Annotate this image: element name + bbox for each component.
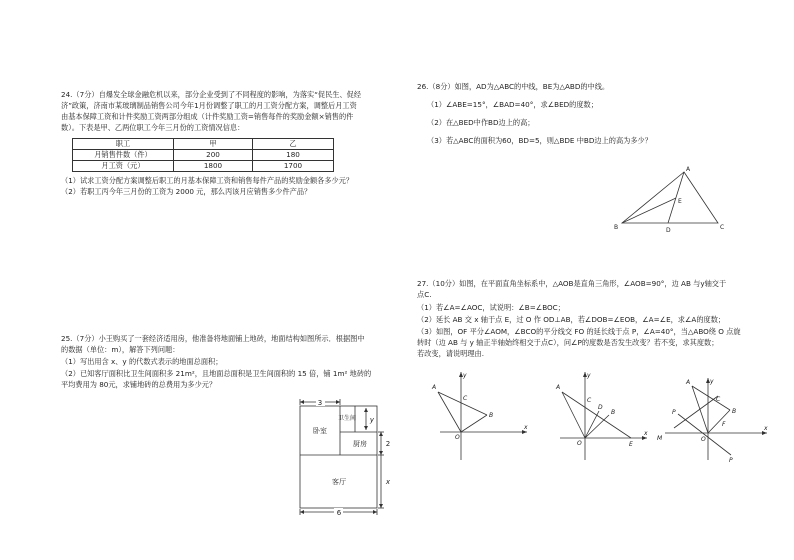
table-cell: 180 [253,150,334,161]
figure-3 [665,378,767,460]
q27-line-7: 若改变，请说明理由. [417,349,484,358]
dim-x-label: x [385,478,391,486]
fig2-A: A [556,384,561,391]
fig3-x: x [764,425,768,432]
point-C: C [720,224,725,231]
fig2-B: B [611,409,616,416]
q24-line-4: 数）。下表是甲、乙两位职工今年三月份的工资情况信息： [61,123,245,132]
table-header-cell: 乙 [253,139,334,150]
q25-line-1: 25.（7分）小王购买了一套经济适用房，他准备将地面铺上地砖，地面结构如图所示．根据图中 [61,334,365,343]
fig1-y: y [463,372,467,379]
fig3-F: F [722,421,726,428]
q25-line-2: 的数据（单位：m），解答下列问题： [61,345,180,354]
point-A: A [686,166,691,173]
q25-line-4: （2）已知客厅面积比卫生间面积多 21m²，且地面总面积是卫生间面积的 15 倍，铺 1m² 地砖的 [61,369,372,378]
fig2-O: O [577,440,582,447]
fig1-A: A [432,384,437,391]
kitchen-label: 厨房 [353,440,367,448]
q26-line-3: （2）在△BED中作BD边上的高； [427,118,535,127]
dim-top-label: 3 [317,399,323,407]
point-D: D [666,227,671,234]
fig1-x: x [524,424,528,431]
fig1-C: C [463,395,468,402]
fig3-O: O [701,436,706,443]
table-cell: 月工资（元） [73,161,174,172]
q25-line-3: （1）写出用含 x、y 的代数式表示的地面总面积； [61,357,223,366]
q24-line-3: 由基本保障工资和计件奖励工资两部分组成（计件奖励工资=销售每件的奖励金额×销售的件 [61,112,354,121]
bedroom-label: 卧室 [313,427,327,435]
fig3-y: y [710,378,714,385]
q25-line-5: 平均费用为 80元，求铺地砖的总费用为多少元？ [61,380,217,389]
q24-question-2: （2）若职工丙今年三月份的工资为 2000 元，那么丙该月应销售多少件产品？ [61,187,312,196]
figure-2 [560,372,647,460]
q27-line-1: 27.（10分）如图，在平面直角坐标系中，△AOB是直角三角形，∠AOB=90°，边 AB 与y轴交于 [417,279,727,288]
q24-line-1: 24.（7分）自爆发全球金融危机以来，部分企业受到了不同程度的影响，为落实“促民生、促经 [61,90,362,99]
fig3-P-bottom: P [729,457,733,464]
q26-line-2: （1）∠ABE=15°，∠BAD=40°，求∠BED的度数； [427,100,598,109]
fig3-C: C [716,396,721,403]
q27-line-3: （1）若∠A=∠AOC，试说明：∠B=∠BOC； [417,303,565,312]
fig2-E: E [629,441,633,448]
fig3-M: M [657,435,663,442]
table-header-cell: 甲 [174,139,253,150]
point-E: E [678,198,682,205]
point-B: B [614,224,619,231]
table-cell: 200 [174,150,253,161]
q27-line-4: （2）延长 AB 交 x 轴于点 E，过 O 作 OD⊥AB，若∠DOB=∠EOB，∠A=∠E，求∠A的度数； [417,315,726,324]
fig3-B: B [732,408,737,415]
q27-line-5: （3）如图，OF 平分∠AOM，∠BCO的平分线交 FO 的延长线于点 P，∠A=40°，当△ABO绕 O 点旋 [417,327,741,336]
fig2-C: C [587,397,592,404]
q27-line-6: 转时（边 AB 与 y 轴正半轴始终相交于点C），问∠P的度数是否发生改变？若不变，求其度数； [417,338,719,347]
q27-line-2: 点C. [417,290,432,299]
dim-6-label: 6 [336,509,342,517]
q24-line-2: 济”政策，济南市某玻璃制品销售公司今年1月份调整了职工的月工资分配方案，调整后月工资 [61,101,357,110]
fig2-D: D [598,404,603,411]
q24-question-1: （1）试求工资分配方案调整后职工的月基本保障工资和销售每件产品的奖励金额各多少元？ [61,176,354,185]
table-header-cell: 职工 [73,139,174,150]
fig3-A: A [686,379,691,386]
dim-y-label: y [369,416,375,424]
living-room-label: 客厅 [332,478,346,486]
q26-line-4: （3）若△ABC的面积为60，BD=5，则△BDE 中BD边上的高为多少？ [427,136,652,145]
table-cell: 1700 [253,161,334,172]
dim-2-label: 2 [385,440,391,448]
table-cell: 月销售件数（件） [73,150,174,161]
bathroom-label: 卫生间 [337,415,357,422]
fig2-x: x [644,430,648,437]
q26-line-1: 26.（8分）如图，AD为△ABC的中线，BE为△ABD的中线。 [417,82,610,91]
fig2-y: y [587,372,591,379]
fig1-O: O [455,434,460,441]
fig1-B: B [489,412,494,419]
table-cell: 1800 [174,161,253,172]
fig3-P-left: P [672,409,676,416]
figure-1 [438,372,527,460]
